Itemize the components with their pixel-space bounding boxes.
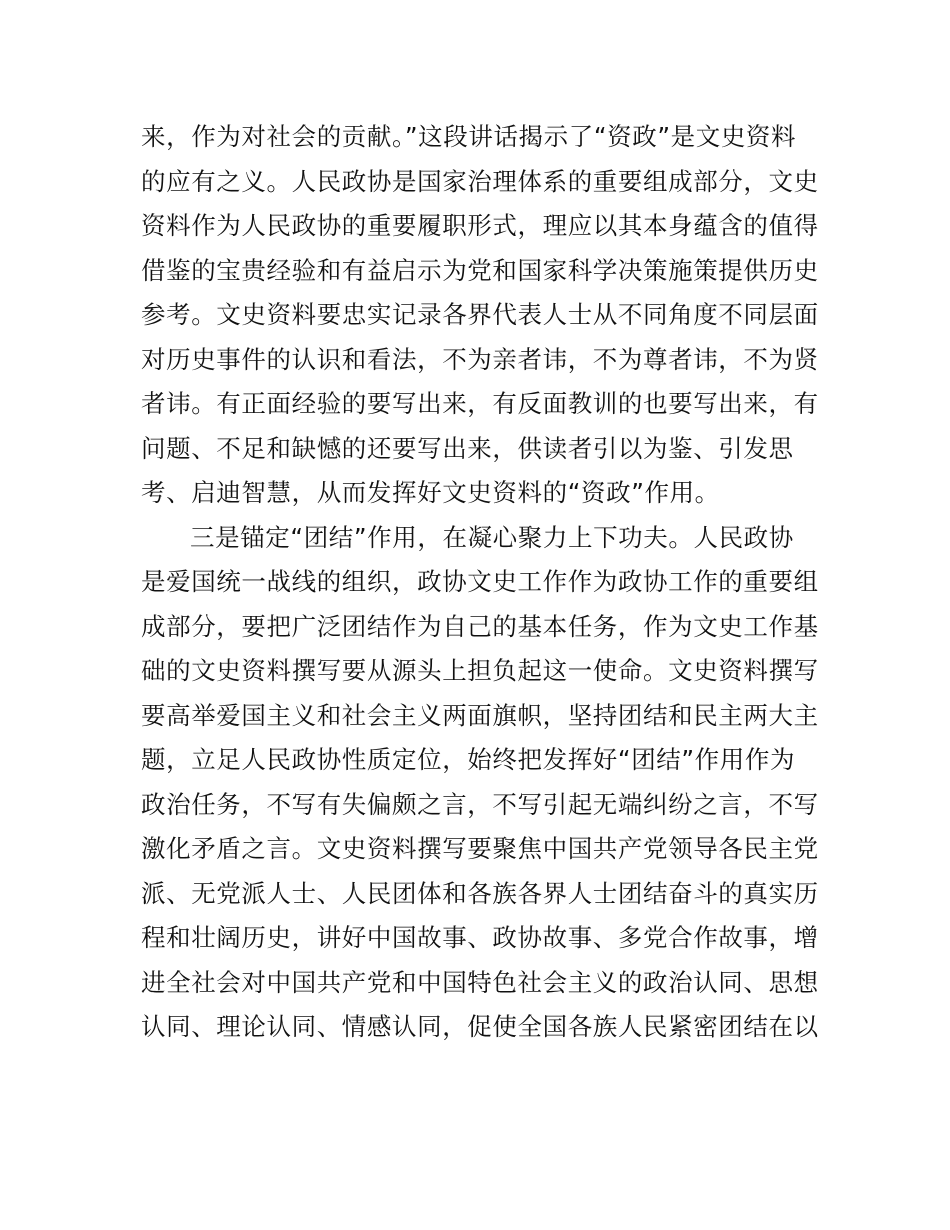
paragraph-2-line-1: 三是锚定“团结”作用，在凝心聚力上下功夫。人民政协 (190, 522, 794, 552)
paragraph-1-line-7: 者讳。有正面经验的要写出来，有反面教训的也要写出来，有 (141, 389, 819, 418)
paragraph-1-line-1: 来，作为对社会的贡献。”这段讲话揭示了“资政”是文史资料 (141, 122, 797, 151)
paragraph-2-line-7: 政治任务，不写有失偏颇之言，不写引起无端纠纷之言，不写 (141, 789, 819, 819)
paragraph-1-line-2: 的应有之义。人民政协是国家治理体系的重要组成部分，文史 (141, 166, 819, 196)
paragraph-2-line-6: 题，立足人民政协性质定位，始终把发挥好“团结”作用作为 (141, 745, 796, 774)
paragraph-2-line-4: 础的文史资料撰写要从源头上担负起这一使命。文史资料撰写 (141, 656, 819, 685)
paragraph-2-line-3: 成部分，要把广泛团结作为自己的基本任务，作为文史工作基 (141, 611, 819, 641)
paragraph-2-line-10: 程和壮阔历史，讲好中国故事、政协故事、多党合作故事，增 (141, 923, 819, 952)
paragraph-1-line-9: 考、启迪智慧，从而发挥好文史资料的“资政”作用。 (141, 478, 720, 507)
paragraph-1-line-5: 参考。文史资料要忠实记录各界代表人士从不同角度不同层面 (141, 300, 819, 329)
paragraph-1-line-6: 对历史事件的认识和看法，不为亲者讳，不为尊者讳，不为贤 (141, 344, 819, 374)
paragraph-2-line-8: 激化矛盾之言。文史资料撰写要聚焦中国共产党领导各民主党 (141, 834, 819, 863)
paragraph-2-line-12: 认同、理论认同、情感认同，促使全国各族人民紧密团结在以 (141, 1012, 819, 1041)
paragraph-2-line-2: 是爱国统一战线的组织，政协文史工作作为政协工作的重要组 (141, 567, 819, 596)
paragraph-1-line-4: 借鉴的宝贵经验和有益启示为党和国家科学决策施策提供历史 (141, 255, 819, 285)
body-text (141, 115, 819, 1050)
paragraph-2-line-11: 进全社会对中国共产党和中国特色社会主义的政治认同、思想 (141, 967, 819, 997)
paragraph-2-line-5: 要高举爱国主义和社会主义两面旗帜，坚持团结和民主两大主 (141, 700, 819, 730)
paragraph-1-line-8: 问题、不足和缺憾的还要写出来，供读者引以为鉴、引发思 (141, 433, 794, 463)
paragraph-1-line-3: 资料作为人民政协的重要履职形式，理应以其本身蕴含的值得 (141, 211, 819, 240)
paragraph-2-line-9: 派、无党派人士、人民团体和各族各界人士团结奋斗的真实历 (141, 878, 819, 908)
